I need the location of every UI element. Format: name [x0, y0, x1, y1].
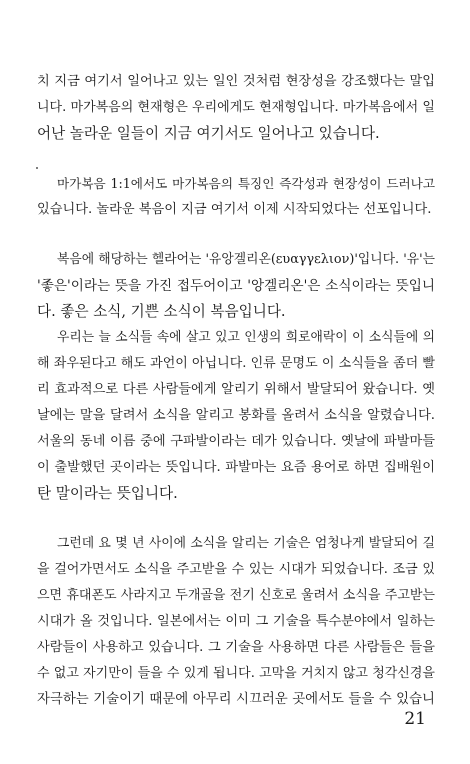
text-line: 을 걸어가면서도 소식을 주고받을 수 있는 시대가 되었습니다. 조금 있 — [37, 562, 435, 577]
text-line: 으면 휴대폰도 사라지고 두개골을 전기 신호로 울려서 소식을 주고받는 — [37, 588, 435, 603]
text-line: 수 없고 자기만이 들을 수 있게 됩니다. 고막을 거치지 않고 청각신경을 — [37, 666, 435, 681]
text-line: 이 출발했던 곳이라는 뜻입니다. 파발마는 요즘 용어로 하면 집배원이 — [37, 460, 435, 475]
text-line: 치 지금 여기서 일어나고 있는 일인 것처럼 현장성을 강조했다는 말입 — [37, 74, 435, 89]
text-line: 사람들이 사용하고 있습니다. 그 기술을 사용하면 다른 사람들은 들을 — [37, 640, 435, 655]
text-line: 시대가 올 것입니다. 일본에서는 이미 그 기술을 특수분야에서 일하는 — [37, 614, 435, 629]
text-line: 날에는 말을 달려서 소식을 알리고 봉화를 올려서 소식을 알렸습니다. — [37, 408, 435, 423]
text-line: 복음에 해당하는 헬라어는 '유앙겔리온(ευαγγελιον)'입니다. '유'는 — [57, 252, 435, 267]
text-line: 있습니다. 놀라운 복음이 지금 여기서 이제 시작되었다는 선포입니다. — [37, 202, 432, 217]
text-line: 서울의 동네 이름 중에 구파발이라는 데가 있습니다. 옛날에 파발마들 — [37, 434, 435, 449]
text-line: 다. 좋은 소식, 기쁜 소식이 복음입니다. — [37, 303, 286, 320]
text-line: 마가복음 1:1에서도 마가복음의 특징인 즉각성과 현장성이 드러나고 — [57, 176, 435, 191]
text-line: 우리는 늘 소식들 속에 살고 있고 인생의 희로애락이 이 소식들에 의 — [57, 330, 435, 345]
ink-speck — [36, 167, 38, 169]
text-line: 어난 놀라운 일들이 지금 여기서도 일어나고 있습니다. — [37, 125, 380, 142]
text-line: 탄 말이라는 뜻입니다. — [37, 485, 178, 502]
text-line: 그런데 요 몇 년 사이에 소식을 알리는 기술은 엄청나게 발달되어 길 — [57, 536, 435, 551]
text-line: 니다. 마가복음의 현재형은 우리에게도 현재형입니다. 마가복음에서 일 — [37, 100, 435, 115]
text-line: '좋은'이라는 뜻을 가진 접두어이고 '앙겔리온'은 소식이라는 뜻입니 — [37, 278, 435, 294]
text-line: 해 좌우된다고 해도 과언이 아닙니다. 인류 문명도 이 소식들을 좀더 빨 — [37, 356, 435, 371]
text-line: 리 효과적으로 다른 사람들에게 알리기 위해서 발달되어 왔습니다. 옛 — [37, 382, 435, 397]
text-line: 자극하는 기술이기 때문에 아무리 시끄러운 곳에서도 들을 수 있습니 — [37, 692, 435, 707]
page-number: 21 — [404, 709, 426, 729]
